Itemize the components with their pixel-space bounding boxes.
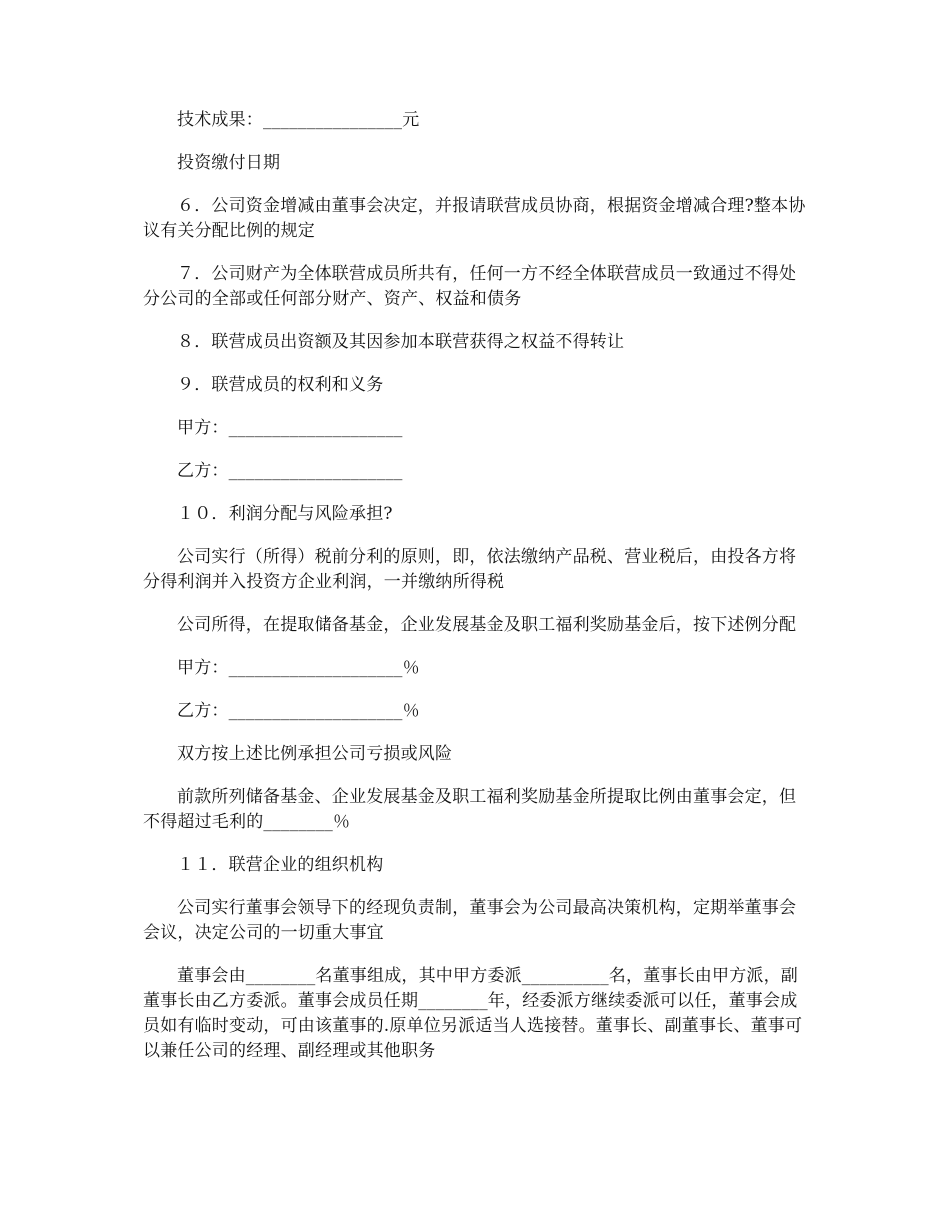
paragraph-clause-9: ９．联营成员的权利和义务 (177, 375, 384, 395)
paragraph-party-a-rights: 甲方：____________________ (177, 418, 403, 438)
paragraph-payment-date: 投资缴付日期 (177, 153, 281, 173)
paragraph-clause-6: ６．公司资金增减由董事会决定，并报请联营成员协商，根据资金增减合理?整本协议有关分配比例的规定 (143, 196, 806, 241)
paragraph-clause-8: ８．联营成员出资额及其因参加本联营获得之权益不得转让 (177, 332, 625, 352)
paragraph-tech-results: 技术成果：________________元 (177, 110, 420, 130)
paragraph-party-a-share: 甲方：____________________％ (177, 658, 420, 678)
paragraph-profit-distribution: 公司所得，在提取储备基金，企业发展基金及职工福利奖励基金后，按下述例分配 (177, 615, 797, 635)
paragraph-board-system: 公司实行董事会领导下的经现负责制，董事会为公司最高决策机构，定期举董事会会议，决定公司的一切重大事宜 (143, 898, 797, 943)
document-page (143, 108, 813, 1082)
paragraph-party-b-rights: 乙方：____________________ (177, 461, 403, 481)
paragraph-tax-principle: 公司实行（所得）税前分利的原则，即，依法缴纳产品税、营业税后，由投各方将分得利润并入投资方企业利润，一并缴纳所得税 (143, 547, 797, 592)
paragraph-fund-ratio: 前款所列储备基金、企业发展基金及职工福利奖励基金所提取比例由董事会定，但不得超过毛利的________％ (143, 787, 797, 832)
paragraph-party-b-share: 乙方：____________________％ (177, 701, 420, 721)
paragraph-risk-sharing: 双方按上述比例承担公司亏损或风险 (177, 744, 453, 764)
paragraph-clause-11: １１．联营企业的组织机构 (177, 855, 384, 875)
paragraph-board-composition: 董事会由________名董事组成，其中甲方委派__________名，董事长由甲方派，副董事长由乙方委派。董事会成员任期________年，经委派方继续委派可以任，董事会成员如有临时变动，可由该董事的.原单位另派适当人选接替。董事长、副董事长、董事可以兼任公司的经理、副经理或其他职务 (143, 966, 803, 1061)
paragraph-clause-10: １０．利润分配与风险承担? (177, 504, 393, 524)
paragraph-clause-7: ７．公司财产为全体联营成员所共有，任何一方不经全体联营成员一致通过不得处分公司的全部或任何部分财产、资产、权益和债务 (143, 264, 797, 309)
